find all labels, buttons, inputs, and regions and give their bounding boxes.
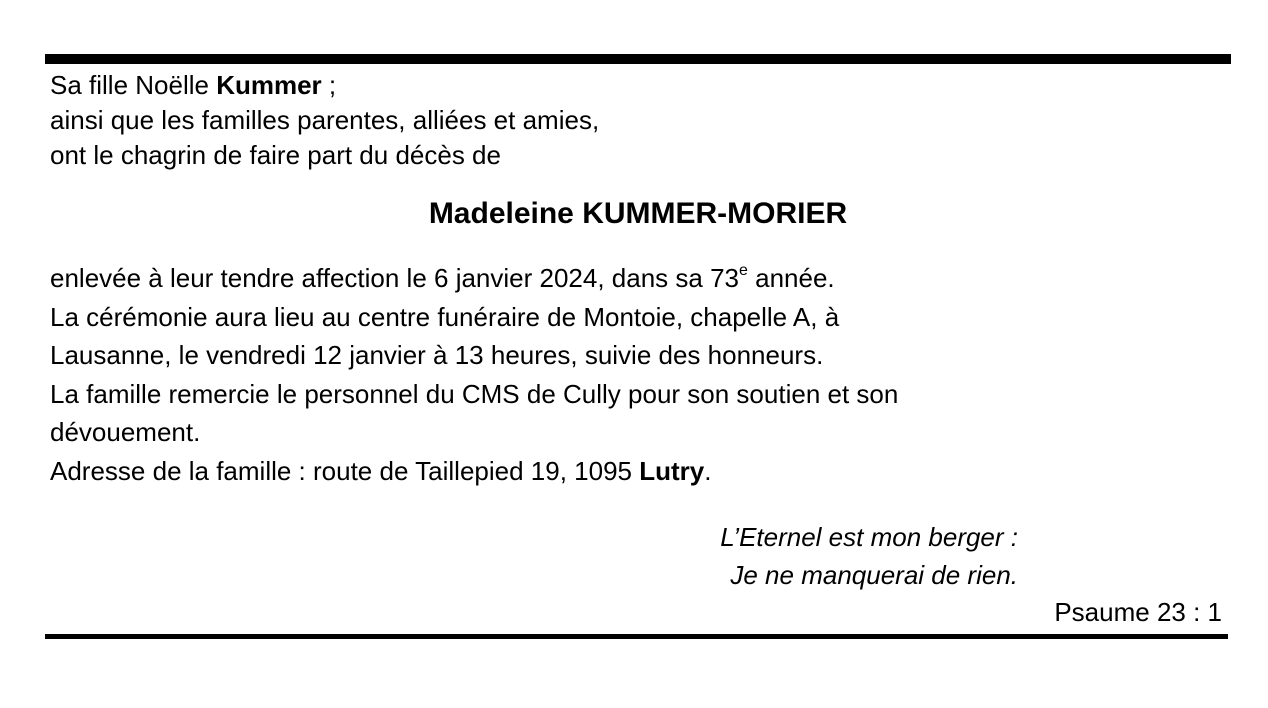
intro-block — [50, 68, 599, 173]
psalm-reference: Psaume 23 : 1 — [1054, 597, 1222, 627]
daughter-surname: Kummer — [216, 70, 322, 100]
body-line-thanks-end: dévouement. — [50, 417, 201, 448]
top-rule — [45, 54, 1231, 64]
announcement-body — [50, 259, 898, 491]
bottom-rule — [45, 634, 1228, 639]
deceased-name: Madeleine KUMMER-MORIER — [428, 197, 848, 230]
body-line-date: enlevée à leur tendre affection le 6 janvier 2024, dans sa 73e année. — [50, 262, 835, 293]
body-line-address: Adresse de la famille : route de Taillepied 19, 1095 Lutry. — [50, 455, 712, 486]
body-line-ceremony: La cérémonie aura lieu au centre funéraire de Montoie, chapelle A, à — [50, 301, 840, 332]
address-city: Lutry — [639, 455, 705, 486]
body-line-thanks: La famille remercie le personnel du CMS de Cully pour son soutien et son — [50, 378, 899, 409]
intro-line-announcement: ont le chagrin de faire part du décès de — [50, 140, 501, 170]
ordinal-superscript: e — [739, 262, 748, 280]
verse-line-1: L’Eternel est mon berger : — [720, 522, 1018, 552]
verse-line-2: Je ne manquerai de rien. — [730, 560, 1018, 590]
psalm-verse — [720, 518, 1018, 594]
intro-line-daughter: Sa fille Noëlle Kummer ; — [50, 70, 337, 100]
intro-line-families: ainsi que les familles parentes, alliées et amies, — [50, 105, 600, 135]
body-line-ceremony-time: Lausanne, le vendredi 12 janvier à 13 heures, suivie des honneurs. — [50, 340, 824, 371]
